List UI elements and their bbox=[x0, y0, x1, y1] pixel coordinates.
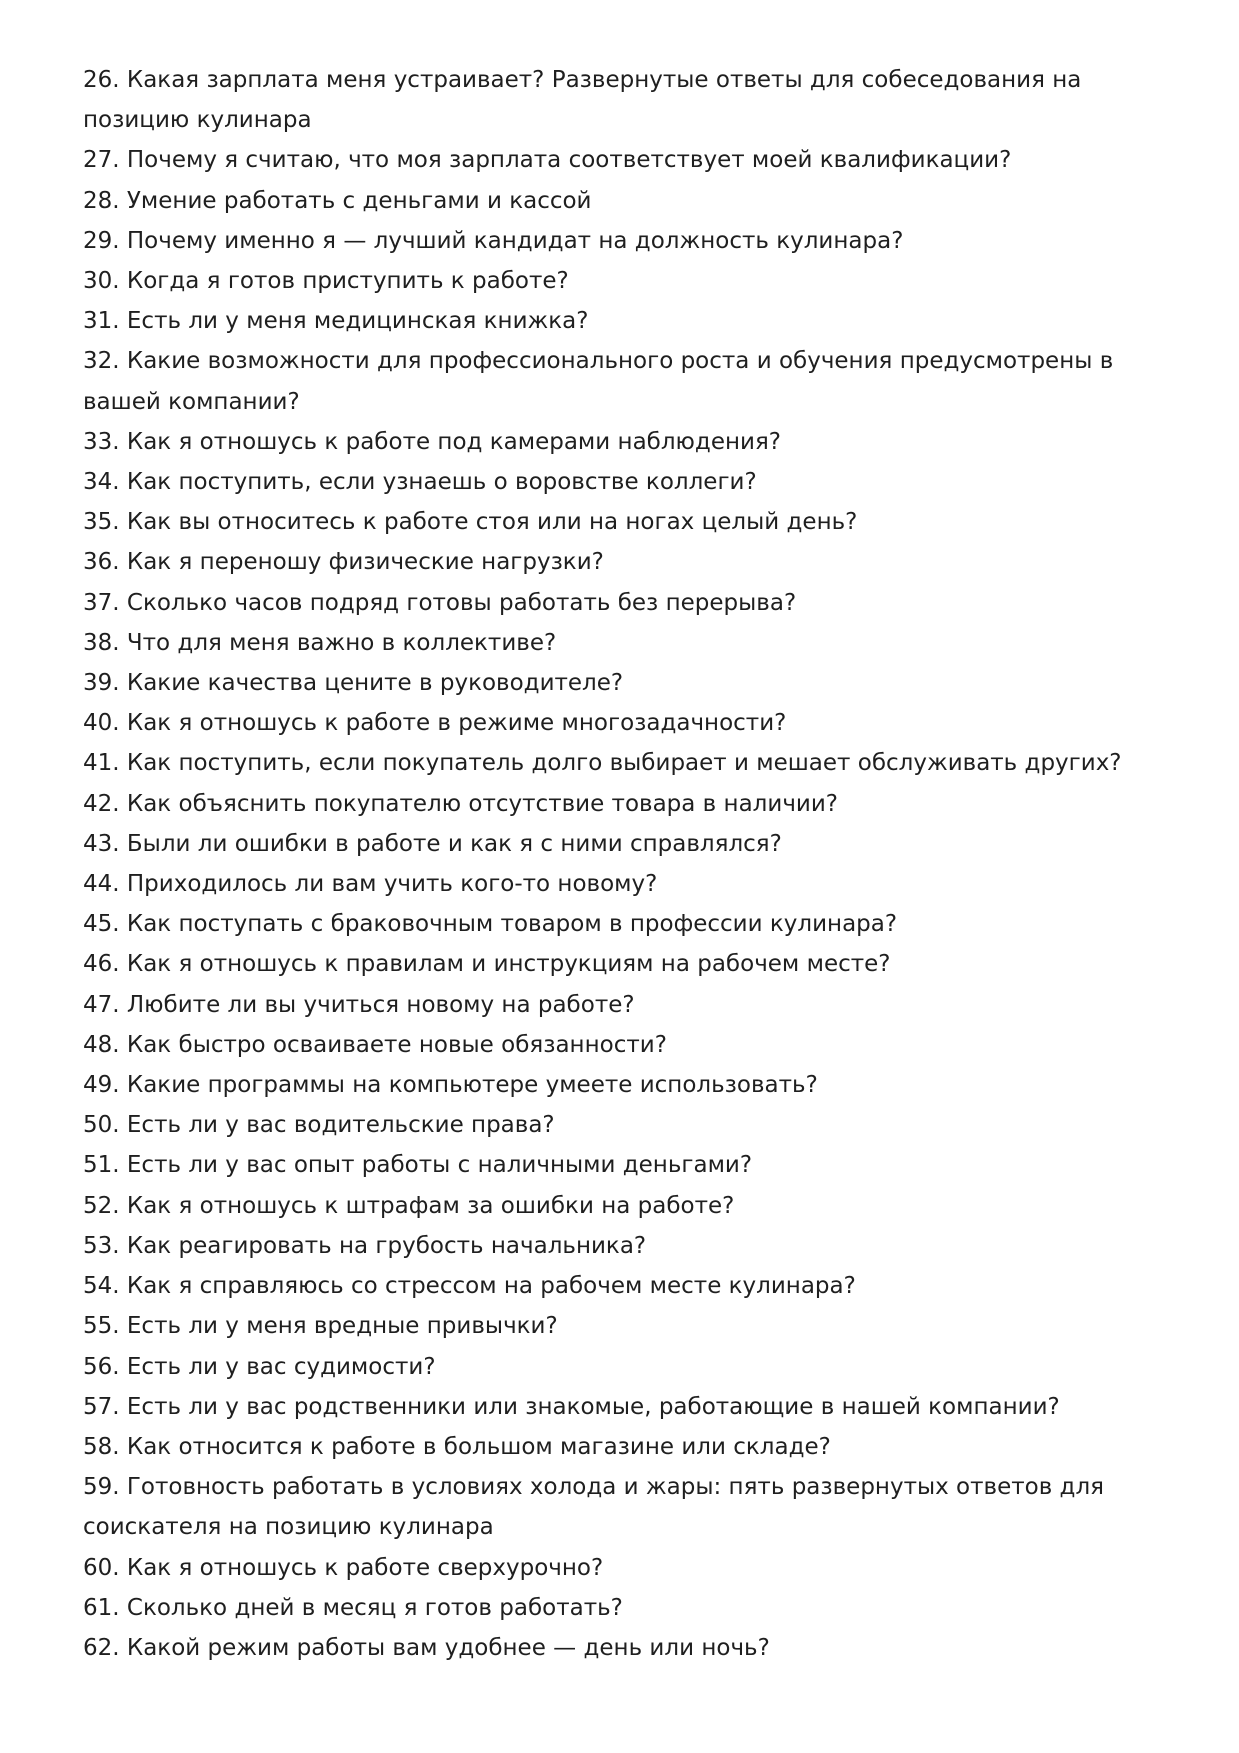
list-item: 44. Приходилось ли вам учить кого-то новому? bbox=[83, 871, 658, 898]
list-item: 48. Как быстро осваиваете новые обязанности? bbox=[83, 1031, 667, 1058]
list-item: 43. Были ли ошибки в работе и как я с ними справлялся? bbox=[83, 830, 782, 857]
list-item: 40. Как я отношусь к работе в режиме многозадачности? bbox=[83, 710, 787, 737]
list-item: 62. Какой режим работы вам удобнее — день или ночь? bbox=[83, 1634, 770, 1661]
list-item: 61. Сколько дней в месяц я готов работать? bbox=[83, 1594, 623, 1621]
question-list bbox=[83, 60, 1163, 1668]
list-item: 45. Как поступать с браковочным товаром в профессии кулинара? bbox=[83, 911, 898, 938]
list-item: 59. Готовность работать в условиях холода и жары: пять развернутых ответов для соискателя на позицию кулинара bbox=[83, 1474, 1104, 1541]
list-item: 56. Есть ли у вас судимости? bbox=[83, 1353, 436, 1380]
list-item: 41. Как поступить, если покупатель долго выбирает и мешает обслуживать других? bbox=[83, 750, 1122, 777]
list-item: 30. Когда я готов приступить к работе? bbox=[83, 268, 569, 295]
list-item: 42. Как объяснить покупателю отсутствие товара в наличии? bbox=[83, 790, 839, 817]
list-item: 57. Есть ли у вас родственники или знакомые, работающие в нашей компании? bbox=[83, 1393, 1060, 1420]
list-item: 33. Как я отношусь к работе под камерами наблюдения? bbox=[83, 428, 781, 455]
list-item: 55. Есть ли у меня вредные привычки? bbox=[83, 1313, 558, 1340]
list-item: 58. Как относится к работе в большом магазине или складе? bbox=[83, 1433, 831, 1460]
list-item: 51. Есть ли у вас опыт работы с наличными деньгами? bbox=[83, 1152, 753, 1179]
list-item: 60. Как я отношусь к работе сверхурочно? bbox=[83, 1554, 604, 1581]
list-item: 53. Как реагировать на грубость начальника? bbox=[83, 1232, 647, 1259]
list-item: 50. Есть ли у вас водительские права? bbox=[83, 1112, 555, 1139]
list-item: 37. Сколько часов подряд готовы работать без перерыва? bbox=[83, 589, 797, 616]
list-item: 36. Как я переношу физические нагрузки? bbox=[83, 549, 604, 576]
list-item: 35. Как вы относитесь к работе стоя или на ногах целый день? bbox=[83, 509, 858, 536]
list-item: 39. Какие качества цените в руководителе? bbox=[83, 670, 624, 697]
list-item: 28. Умение работать с деньгами и кассой bbox=[83, 187, 592, 214]
list-item: 46. Как я отношусь к правилам и инструкциям на рабочем месте? bbox=[83, 951, 891, 978]
list-item: 27. Почему я считаю, что моя зарплата соответствует моей квалификации? bbox=[83, 147, 1012, 174]
list-item: 26. Какая зарплата меня устраивает? Развернутые ответы для собеседования на позицию кулинара bbox=[83, 67, 1082, 134]
list-item: 32. Какие возможности для профессионального роста и обучения предусмотрены в вашей компании? bbox=[83, 348, 1114, 415]
list-item: 49. Какие программы на компьютере умеете использовать? bbox=[83, 1072, 818, 1099]
list-item: 52. Как я отношусь к штрафам за ошибки на работе? bbox=[83, 1192, 735, 1219]
list-item: 54. Как я справляюсь со стрессом на рабочем месте кулинара? bbox=[83, 1273, 856, 1300]
list-item: 47. Любите ли вы учиться новому на работе? bbox=[83, 991, 635, 1018]
list-item: 31. Есть ли у меня медицинская книжка? bbox=[83, 308, 589, 335]
list-item: 29. Почему именно я — лучший кандидат на должность кулинара? bbox=[83, 227, 904, 254]
list-item: 38. Что для меня важно в коллективе? bbox=[83, 629, 557, 656]
list-item: 34. Как поступить, если узнаешь о воровстве коллеги? bbox=[83, 469, 757, 496]
